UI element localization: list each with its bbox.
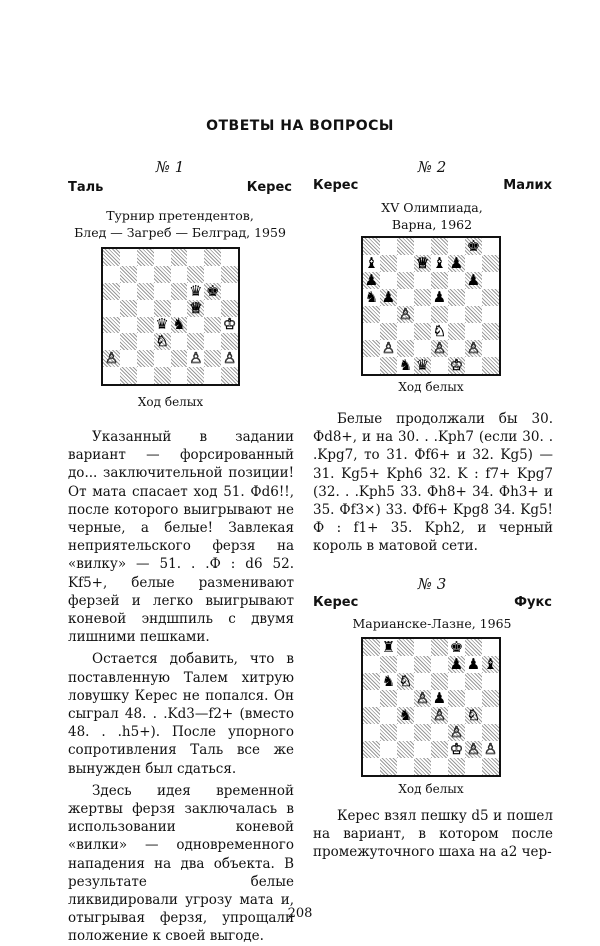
black-piece-icon: ♟ bbox=[466, 271, 481, 289]
square-c8 bbox=[137, 249, 154, 266]
paragraph: Керес взял пешку d5 и пошел на вариант, в котором после промежуточного шаха на a2 чер- bbox=[313, 808, 553, 861]
square-b2 bbox=[380, 340, 397, 357]
black-piece-icon: ♚ bbox=[466, 237, 481, 255]
square-c2 bbox=[397, 340, 414, 357]
square-c5 bbox=[397, 690, 414, 707]
square-g3 bbox=[465, 323, 482, 340]
white-piece-icon: ♙ bbox=[449, 723, 464, 741]
square-g4 bbox=[204, 317, 221, 334]
square-b1 bbox=[380, 758, 397, 775]
square-d1 bbox=[414, 758, 431, 775]
square-h2 bbox=[221, 350, 238, 367]
square-h4 bbox=[482, 306, 499, 323]
square-f6 bbox=[448, 673, 465, 690]
square-e6 bbox=[431, 673, 448, 690]
black-piece-icon: ♟ bbox=[466, 655, 481, 673]
square-g7 bbox=[204, 266, 221, 283]
black-piece-icon: ♛ bbox=[155, 315, 169, 334]
square-b4 bbox=[120, 317, 137, 334]
white-piece-icon: ♘ bbox=[398, 672, 413, 690]
square-a4 bbox=[363, 306, 380, 323]
square-b4 bbox=[380, 306, 397, 323]
white-player-1: Таль bbox=[68, 180, 104, 195]
square-f2 bbox=[448, 340, 465, 357]
square-e5 bbox=[431, 690, 448, 707]
square-b1 bbox=[380, 357, 397, 374]
square-b6 bbox=[380, 673, 397, 690]
square-c4 bbox=[397, 707, 414, 724]
board-caption-1: Ход белых bbox=[137, 395, 204, 409]
square-e4 bbox=[431, 306, 448, 323]
square-f7 bbox=[448, 255, 465, 272]
black-piece-icon: ♟ bbox=[449, 655, 464, 673]
square-a7 bbox=[363, 656, 380, 673]
square-a1 bbox=[363, 758, 380, 775]
square-h4 bbox=[482, 707, 499, 724]
white-piece-icon: ♙ bbox=[189, 349, 203, 368]
black-player-3: Фукс bbox=[514, 595, 552, 610]
square-a5 bbox=[363, 289, 380, 306]
commentary-2 bbox=[313, 410, 553, 556]
black-piece-icon: ♟ bbox=[432, 288, 447, 306]
black-player-2: Малих bbox=[503, 178, 552, 193]
square-a1 bbox=[103, 367, 120, 384]
square-h6 bbox=[482, 673, 499, 690]
square-c7 bbox=[397, 656, 414, 673]
square-f8 bbox=[448, 639, 465, 656]
square-e7 bbox=[171, 266, 188, 283]
square-e4 bbox=[171, 317, 188, 334]
square-c5 bbox=[137, 300, 154, 317]
square-d7 bbox=[414, 656, 431, 673]
white-piece-icon: ♙ bbox=[432, 339, 447, 357]
square-f5 bbox=[448, 690, 465, 707]
black-piece-icon: ♟ bbox=[381, 288, 396, 306]
paragraph: Белые продолжали бы 30. Фd8+, и на 30. . .Kph7 (если 30. . .Kpg7, то 31. Фf6+ и 32. Kg5) — 31. Kg5+ Kph6 32. K : f7+ Kpg7 (32. . .Kph5 33. Фh8+ 34. Фh3+ и 35. Фf3×) 33. Фf6+ Kpg8 34. Kg5! Ф : f1+ 35. Kph2, и черный король в матовой сети. bbox=[313, 411, 553, 555]
square-c2 bbox=[397, 741, 414, 758]
white-piece-icon: ♙ bbox=[432, 706, 447, 724]
square-b5 bbox=[120, 300, 137, 317]
square-b5 bbox=[380, 289, 397, 306]
square-h8 bbox=[482, 639, 499, 656]
square-g1 bbox=[465, 758, 482, 775]
white-player-3: Керес bbox=[313, 595, 359, 610]
square-h3 bbox=[482, 323, 499, 340]
square-g7 bbox=[465, 656, 482, 673]
square-d5 bbox=[414, 690, 431, 707]
white-piece-icon: ♙ bbox=[398, 305, 413, 323]
event-info-1 bbox=[68, 207, 292, 241]
event-line-1: XV Олимпиада, bbox=[381, 200, 483, 215]
square-b2 bbox=[380, 741, 397, 758]
square-h7 bbox=[221, 266, 238, 283]
square-b3 bbox=[380, 724, 397, 741]
black-piece-icon: ♛ bbox=[415, 356, 430, 374]
square-d1 bbox=[414, 357, 431, 374]
square-h5 bbox=[482, 690, 499, 707]
white-player-2: Керес bbox=[313, 178, 359, 193]
white-piece-icon: ♙ bbox=[222, 349, 237, 368]
square-d6 bbox=[154, 283, 171, 300]
square-g8 bbox=[465, 238, 482, 255]
square-c1 bbox=[137, 367, 154, 384]
square-c1 bbox=[397, 357, 414, 374]
white-piece-icon: ♔ bbox=[449, 356, 464, 374]
square-f1 bbox=[448, 758, 465, 775]
square-h1 bbox=[482, 758, 499, 775]
square-g8 bbox=[204, 249, 221, 266]
square-a3 bbox=[363, 323, 380, 340]
black-piece-icon: ♞ bbox=[398, 356, 413, 374]
square-g4 bbox=[465, 306, 482, 323]
square-d3 bbox=[154, 333, 171, 350]
commentary-3 bbox=[313, 807, 553, 862]
square-f7 bbox=[448, 656, 465, 673]
square-a5 bbox=[363, 690, 380, 707]
square-c7 bbox=[137, 266, 154, 283]
problem-number-2: № 2 bbox=[417, 158, 447, 176]
square-b6 bbox=[120, 283, 137, 300]
black-piece-icon: ♛ bbox=[189, 281, 203, 300]
square-d6 bbox=[414, 272, 431, 289]
square-a5 bbox=[103, 300, 120, 317]
white-piece-icon: ♙ bbox=[381, 339, 396, 357]
chess-board-1 bbox=[101, 247, 240, 386]
square-b8 bbox=[120, 249, 137, 266]
square-g7 bbox=[465, 255, 482, 272]
square-b7 bbox=[380, 656, 397, 673]
square-g2 bbox=[465, 340, 482, 357]
square-h8 bbox=[221, 249, 238, 266]
square-a2 bbox=[103, 350, 120, 367]
square-e4 bbox=[431, 707, 448, 724]
square-f1 bbox=[448, 357, 465, 374]
square-d4 bbox=[414, 306, 431, 323]
square-a4 bbox=[103, 317, 120, 334]
white-piece-icon: ♘ bbox=[155, 332, 169, 351]
square-e7 bbox=[431, 255, 448, 272]
square-d5 bbox=[414, 289, 431, 306]
square-e8 bbox=[431, 238, 448, 255]
square-c4 bbox=[397, 306, 414, 323]
square-c3 bbox=[397, 724, 414, 741]
square-f3 bbox=[187, 333, 204, 350]
white-piece-icon: ♕ bbox=[189, 298, 203, 317]
page-number: 208 bbox=[287, 906, 313, 921]
square-g6 bbox=[465, 673, 482, 690]
black-piece-icon: ♟ bbox=[449, 254, 464, 272]
square-e7 bbox=[431, 656, 448, 673]
square-a8 bbox=[363, 238, 380, 255]
page-title: ОТВЕТЫ НА ВОПРОСЫ bbox=[206, 118, 394, 134]
square-h7 bbox=[482, 656, 499, 673]
square-c3 bbox=[137, 333, 154, 350]
square-f7 bbox=[187, 266, 204, 283]
event-info-3: Марианске-Лазне, 1965 bbox=[352, 616, 512, 631]
black-player-1: Керес bbox=[246, 180, 292, 195]
square-b5 bbox=[380, 690, 397, 707]
square-f2 bbox=[448, 741, 465, 758]
black-piece-icon: ♟ bbox=[432, 689, 447, 707]
square-a1 bbox=[363, 357, 380, 374]
square-h6 bbox=[221, 283, 238, 300]
problem-number-3: № 3 bbox=[417, 575, 447, 593]
square-g3 bbox=[204, 333, 221, 350]
square-d8 bbox=[414, 639, 431, 656]
white-piece-icon: ♙ bbox=[483, 740, 498, 758]
black-piece-icon: ♞ bbox=[381, 672, 396, 690]
square-f3 bbox=[448, 323, 465, 340]
square-e8 bbox=[431, 639, 448, 656]
square-f8 bbox=[187, 249, 204, 266]
square-d3 bbox=[414, 724, 431, 741]
square-b3 bbox=[120, 333, 137, 350]
square-c8 bbox=[397, 238, 414, 255]
square-h8 bbox=[482, 238, 499, 255]
event-line-2: Варна, 1962 bbox=[391, 217, 473, 232]
square-e5 bbox=[431, 289, 448, 306]
white-piece-icon: ♔ bbox=[449, 740, 464, 758]
square-f6 bbox=[448, 272, 465, 289]
paragraph: Остается добавить, что в поставленную Талем хитрую ловушку Керес не попался. Он сыграл 48. . .Kd3—f2+ (вместо 48. . .h5+). После упорного сопротивления Таль все же вынужден был сдаться. bbox=[68, 651, 294, 777]
square-g5 bbox=[465, 690, 482, 707]
black-piece-icon: ♝ bbox=[432, 254, 447, 272]
square-a2 bbox=[363, 741, 380, 758]
square-g1 bbox=[465, 357, 482, 374]
white-piece-icon: ♙ bbox=[466, 339, 481, 357]
square-b8 bbox=[380, 238, 397, 255]
square-g2 bbox=[204, 350, 221, 367]
square-h2 bbox=[482, 741, 499, 758]
black-piece-icon: ♞ bbox=[172, 315, 186, 334]
square-f5 bbox=[187, 300, 204, 317]
square-e6 bbox=[171, 283, 188, 300]
square-f5 bbox=[448, 289, 465, 306]
square-d7 bbox=[154, 266, 171, 283]
square-f1 bbox=[187, 367, 204, 384]
square-d5 bbox=[154, 300, 171, 317]
square-e3 bbox=[171, 333, 188, 350]
square-a3 bbox=[363, 724, 380, 741]
square-c2 bbox=[137, 350, 154, 367]
square-f2 bbox=[187, 350, 204, 367]
black-piece-icon: ♝ bbox=[483, 655, 498, 673]
square-d8 bbox=[154, 249, 171, 266]
square-a6 bbox=[363, 272, 380, 289]
square-c5 bbox=[397, 289, 414, 306]
square-h5 bbox=[221, 300, 238, 317]
square-a7 bbox=[103, 266, 120, 283]
white-piece-icon: ♔ bbox=[222, 315, 237, 334]
square-g6 bbox=[204, 283, 221, 300]
square-a8 bbox=[363, 639, 380, 656]
square-e2 bbox=[431, 340, 448, 357]
square-e2 bbox=[171, 350, 188, 367]
square-c3 bbox=[397, 323, 414, 340]
chess-board-3 bbox=[361, 637, 501, 777]
square-a2 bbox=[363, 340, 380, 357]
black-piece-icon: ♚ bbox=[205, 281, 220, 300]
paragraph: Здесь идея временной жертвы ферзя заключалась в использовании коневой «вилки» — одновременного нападения на два объекта. В результате белые ликвидировали угрозу мата и, отыгрывая ферзя, упрощали положение к своей выгоде. bbox=[68, 782, 294, 945]
square-h4 bbox=[221, 317, 238, 334]
white-piece-icon: ♙ bbox=[104, 349, 119, 368]
square-e6 bbox=[431, 272, 448, 289]
square-c8 bbox=[397, 639, 414, 656]
black-piece-icon: ♟ bbox=[364, 271, 379, 289]
square-e8 bbox=[171, 249, 188, 266]
square-c6 bbox=[137, 283, 154, 300]
square-h5 bbox=[482, 289, 499, 306]
event-line-1: Турнир претендентов, bbox=[106, 208, 254, 223]
square-e3 bbox=[431, 323, 448, 340]
square-d6 bbox=[414, 673, 431, 690]
black-piece-icon: ♞ bbox=[364, 288, 379, 306]
square-f8 bbox=[448, 238, 465, 255]
square-a3 bbox=[103, 333, 120, 350]
square-c4 bbox=[137, 317, 154, 334]
square-d1 bbox=[154, 367, 171, 384]
square-d7 bbox=[414, 255, 431, 272]
black-piece-icon: ♚ bbox=[449, 638, 464, 656]
square-g5 bbox=[204, 300, 221, 317]
white-piece-icon: ♙ bbox=[466, 740, 481, 758]
white-piece-icon: ♙ bbox=[415, 689, 430, 707]
square-f6 bbox=[187, 283, 204, 300]
square-c6 bbox=[397, 272, 414, 289]
square-b8 bbox=[380, 639, 397, 656]
square-h7 bbox=[482, 255, 499, 272]
problem-number-1: № 1 bbox=[155, 158, 185, 176]
paragraph: Указанный в задании вариант — форсированный до... заключительной позиции! От мата спасает ход 51. Фd6!!, после которого выигрывают не черные, а белые! Завлекая неприятельского ферзя на «вилку» — 51. . .Ф : d6 52. Kf5+, белые разменивают ферзей и легко выигрывают коневой эндшпиль с двумя лишними пешками. bbox=[68, 429, 294, 646]
square-e3 bbox=[431, 724, 448, 741]
square-h2 bbox=[482, 340, 499, 357]
square-b4 bbox=[380, 707, 397, 724]
square-b6 bbox=[380, 272, 397, 289]
square-b1 bbox=[120, 367, 137, 384]
square-f4 bbox=[448, 306, 465, 323]
event-info-2 bbox=[313, 199, 551, 233]
square-g8 bbox=[465, 639, 482, 656]
board-caption-2: Ход белых bbox=[398, 380, 464, 394]
square-e1 bbox=[431, 758, 448, 775]
square-a8 bbox=[103, 249, 120, 266]
board-caption-3: Ход белых bbox=[398, 782, 464, 796]
square-e5 bbox=[171, 300, 188, 317]
black-piece-icon: ♜ bbox=[381, 638, 396, 656]
white-piece-icon: ♘ bbox=[432, 322, 447, 340]
square-a7 bbox=[363, 255, 380, 272]
square-g3 bbox=[465, 724, 482, 741]
square-d8 bbox=[414, 238, 431, 255]
commentary-1 bbox=[68, 428, 294, 946]
square-f4 bbox=[187, 317, 204, 334]
white-piece-icon: ♘ bbox=[466, 706, 481, 724]
square-e2 bbox=[431, 741, 448, 758]
square-c6 bbox=[397, 673, 414, 690]
square-g1 bbox=[204, 367, 221, 384]
square-f3 bbox=[448, 724, 465, 741]
square-h1 bbox=[482, 357, 499, 374]
square-d4 bbox=[414, 707, 431, 724]
square-g2 bbox=[465, 741, 482, 758]
square-a6 bbox=[103, 283, 120, 300]
square-b2 bbox=[120, 350, 137, 367]
square-h3 bbox=[221, 333, 238, 350]
square-d2 bbox=[414, 741, 431, 758]
black-piece-icon: ♝ bbox=[364, 254, 379, 272]
square-d2 bbox=[154, 350, 171, 367]
event-line-2: Блед — Загреб — Белград, 1959 bbox=[74, 225, 286, 240]
white-piece-icon: ♕ bbox=[415, 254, 430, 272]
black-piece-icon: ♞ bbox=[398, 706, 413, 724]
square-g5 bbox=[465, 289, 482, 306]
square-a4 bbox=[363, 707, 380, 724]
square-g4 bbox=[465, 707, 482, 724]
square-g6 bbox=[465, 272, 482, 289]
square-d2 bbox=[414, 340, 431, 357]
square-f4 bbox=[448, 707, 465, 724]
chess-board-2 bbox=[361, 236, 501, 376]
square-b7 bbox=[120, 266, 137, 283]
square-b3 bbox=[380, 323, 397, 340]
square-c7 bbox=[397, 255, 414, 272]
square-d3 bbox=[414, 323, 431, 340]
square-h3 bbox=[482, 724, 499, 741]
square-e1 bbox=[431, 357, 448, 374]
square-d4 bbox=[154, 317, 171, 334]
square-h1 bbox=[221, 367, 238, 384]
square-e1 bbox=[171, 367, 188, 384]
square-a6 bbox=[363, 673, 380, 690]
square-b7 bbox=[380, 255, 397, 272]
square-h6 bbox=[482, 272, 499, 289]
square-c1 bbox=[397, 758, 414, 775]
